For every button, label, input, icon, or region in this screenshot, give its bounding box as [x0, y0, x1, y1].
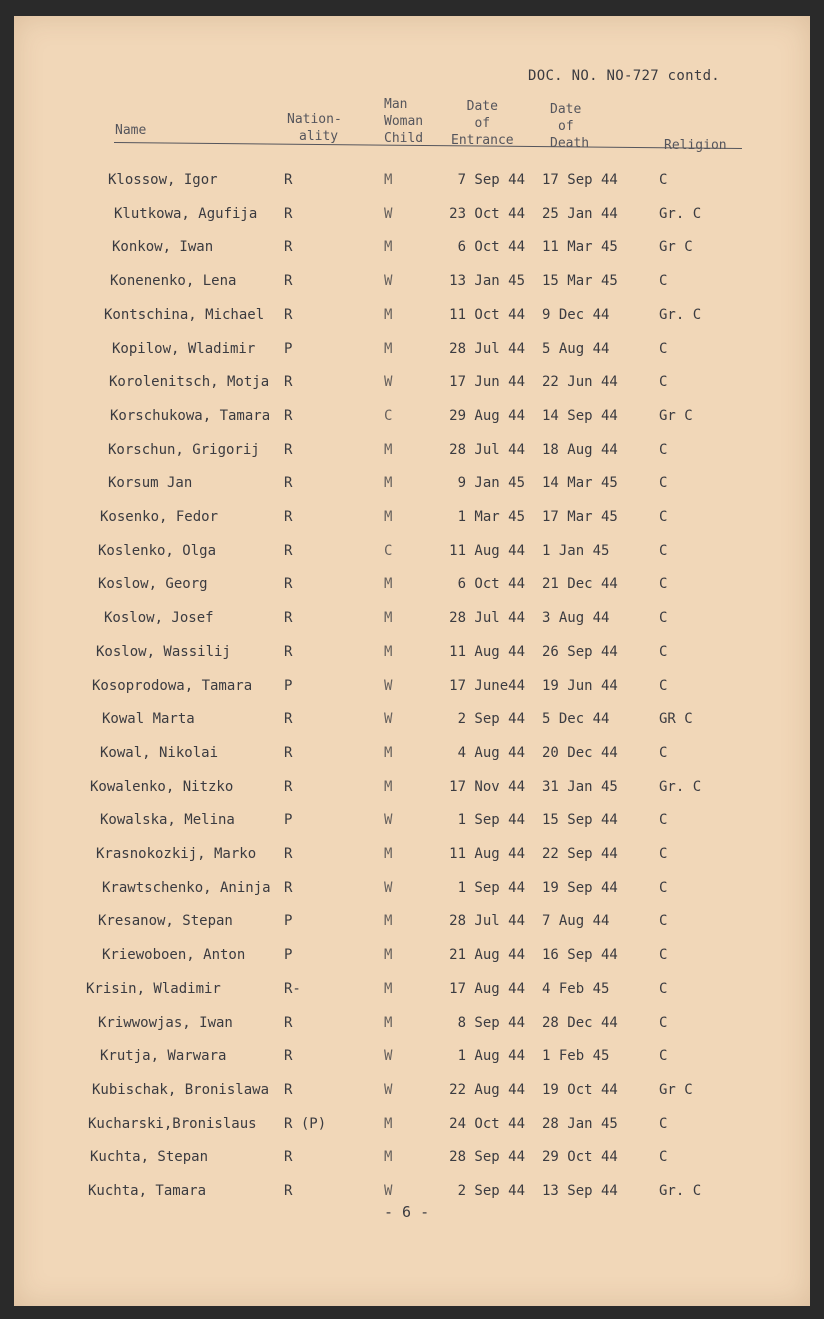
person-name: Kosoprodowa, Tamara	[92, 677, 253, 694]
death-date: 5 Dec 44	[542, 711, 610, 728]
sex-code: M	[384, 475, 393, 492]
death-date: 22 Sep 44	[542, 846, 618, 862]
person-name: Kriewoboen, Anton	[102, 947, 246, 964]
nationality: R	[284, 879, 293, 896]
sex-code: C	[384, 542, 393, 559]
death-date: 16 Sep 44	[542, 947, 618, 964]
religion: C	[659, 273, 668, 290]
table-row	[14, 947, 810, 971]
person-name: Korolenitsch, Motja	[109, 374, 270, 391]
sex-code: M	[384, 306, 393, 323]
entrance-date: 28 Jul 44	[449, 913, 525, 930]
nationality: P	[284, 947, 293, 964]
religion: Gr C	[659, 239, 693, 256]
religion: C	[659, 441, 668, 458]
table-row	[14, 812, 810, 836]
religion: C	[659, 475, 668, 492]
person-name: Kuchta, Tamara	[88, 1183, 207, 1199]
table-row	[14, 1082, 810, 1106]
document-page	[14, 16, 810, 1306]
nationality: R	[284, 1081, 293, 1098]
religion: C	[659, 542, 668, 559]
sex-code: M	[384, 576, 393, 593]
religion: Gr. C	[659, 778, 702, 795]
nationality: R	[284, 374, 293, 391]
death-date: 15 Mar 45	[542, 273, 618, 290]
sex-code: M	[384, 744, 393, 761]
religion: C	[659, 812, 668, 829]
religion: C	[659, 1048, 668, 1065]
sex-code: W	[384, 812, 393, 829]
nationality: R	[284, 1149, 293, 1166]
table-row	[14, 846, 810, 870]
death-date: 13 Sep 44	[542, 1183, 618, 1199]
sex-code: M	[384, 441, 393, 458]
religion: C	[659, 947, 668, 964]
entrance-date: 17 Jun 44	[449, 374, 525, 391]
table-row	[14, 341, 810, 365]
table-row	[14, 475, 810, 499]
religion: C	[659, 576, 668, 593]
death-date: 28 Dec 44	[542, 1014, 618, 1031]
death-date: 18 Aug 44	[542, 441, 618, 458]
person-name: Kosenko, Fedor	[100, 509, 219, 525]
sex-code: W	[384, 1183, 393, 1199]
person-name: Klossow, Igor	[108, 172, 218, 188]
person-name: Koslow, Georg	[98, 576, 208, 593]
nationality: R	[284, 711, 293, 728]
religion: Gr. C	[659, 306, 702, 323]
death-date: 4 Feb 45	[542, 980, 610, 997]
nationality: P	[284, 677, 293, 694]
nationality: R	[284, 576, 293, 593]
entrance-date: 1 Aug 44	[457, 1048, 525, 1065]
sex-code: M	[384, 643, 393, 660]
death-date: 31 Jan 45	[542, 778, 618, 795]
entrance-date: 2 Sep 44	[457, 1183, 525, 1199]
table-row	[14, 1116, 810, 1140]
sex-code: W	[384, 1048, 393, 1065]
table-row	[14, 408, 810, 432]
entrance-date: 4 Aug 44	[457, 744, 525, 761]
death-date: 1 Jan 45	[542, 542, 610, 559]
header-underline	[114, 142, 742, 149]
table-row	[14, 678, 810, 702]
sex-code: W	[384, 205, 393, 222]
nationality: R (P)	[284, 1115, 327, 1132]
nationality: P	[284, 812, 293, 829]
entrance-date: 7 Sep 44	[457, 172, 525, 188]
sex-code: M	[384, 947, 393, 964]
table-row	[14, 711, 810, 735]
sex-code: W	[384, 879, 393, 896]
death-date: 26 Sep 44	[542, 643, 618, 660]
sex-code: M	[384, 172, 393, 188]
table-row	[14, 1015, 810, 1039]
death-date: 22 Jun 44	[542, 374, 618, 391]
entrance-date: 11 Aug 44	[449, 643, 525, 660]
person-name: Kresanow, Stepan	[98, 913, 233, 930]
entrance-date: 28 Jul 44	[449, 610, 525, 627]
person-name: Kopilow, Wladimir	[112, 340, 256, 357]
entrance-date: 11 Aug 44	[449, 846, 525, 862]
person-name: Krasnokozkij, Marko	[96, 846, 257, 862]
death-date: 19 Jun 44	[542, 677, 618, 694]
header-name: Name	[115, 123, 147, 138]
sex-code: M	[384, 1149, 393, 1166]
entrance-date: 2 Sep 44	[457, 711, 525, 728]
religion: C	[659, 1014, 668, 1031]
death-date: 21 Dec 44	[542, 576, 618, 593]
nationality: R	[284, 509, 293, 525]
death-date: 28 Jan 45	[542, 1115, 618, 1132]
nationality: R	[284, 643, 293, 660]
table-row	[14, 206, 810, 230]
religion: Gr. C	[659, 205, 702, 222]
entrance-date: 9 Jan 45	[457, 475, 525, 492]
entrance-date: 11 Aug 44	[449, 542, 525, 559]
person-name: Kowalska, Melina	[100, 812, 235, 829]
table-row	[14, 442, 810, 466]
religion: C	[659, 643, 668, 660]
entrance-date: 1 Mar 45	[457, 509, 525, 525]
death-date: 19 Oct 44	[542, 1081, 618, 1098]
nationality: R	[284, 441, 293, 458]
person-name: Krisin, Wladimir	[86, 980, 221, 997]
table-row	[14, 913, 810, 937]
table-row	[14, 239, 810, 263]
header-religion: Religion	[664, 138, 727, 153]
sex-code: M	[384, 610, 393, 627]
death-date: 14 Sep 44	[542, 407, 618, 424]
death-date: 3 Aug 44	[542, 610, 610, 627]
nationality: R	[284, 239, 293, 256]
table-row	[14, 374, 810, 398]
death-date: 17 Mar 45	[542, 509, 618, 525]
table-row	[14, 779, 810, 803]
entrance-date: 1 Sep 44	[457, 879, 525, 896]
table-row	[14, 981, 810, 1005]
death-date: 1 Feb 45	[542, 1048, 610, 1065]
nationality: R	[284, 475, 293, 492]
sex-code: M	[384, 509, 393, 525]
table-row	[14, 273, 810, 297]
religion: C	[659, 340, 668, 357]
entrance-date: 21 Aug 44	[449, 947, 525, 964]
sex-code: W	[384, 273, 393, 290]
nationality: R	[284, 407, 293, 424]
table-row	[14, 172, 810, 196]
nationality: R	[284, 542, 293, 559]
entrance-date: 1 Sep 44	[457, 812, 525, 829]
entrance-date: 6 Oct 44	[457, 239, 525, 256]
person-name: Korsum Jan	[108, 475, 193, 492]
table-row	[14, 1048, 810, 1072]
religion: Gr C	[659, 407, 693, 424]
entrance-date: 23 Oct 44	[449, 205, 525, 222]
table-row	[14, 509, 810, 533]
death-date: 29 Oct 44	[542, 1149, 618, 1166]
death-date: 7 Aug 44	[542, 913, 610, 930]
entrance-date: 17 Aug 44	[449, 980, 525, 997]
entrance-date: 22 Aug 44	[449, 1081, 525, 1098]
person-name: Klutkowa, Agufija	[114, 205, 258, 222]
religion: C	[659, 1149, 668, 1166]
person-name: Kowalenko, Nitzko	[90, 778, 234, 795]
sex-code: M	[384, 980, 393, 997]
entrance-date: 11 Oct 44	[449, 306, 525, 323]
table-row	[14, 880, 810, 904]
entrance-date: 6 Oct 44	[457, 576, 525, 593]
person-name: Krawtschenko, Aninja	[102, 879, 271, 896]
person-name: Koslow, Wassilij	[96, 643, 231, 660]
entrance-date: 29 Aug 44	[449, 407, 525, 424]
sex-code: M	[384, 778, 393, 795]
nationality: R	[284, 1014, 293, 1031]
entrance-date: 28 Sep 44	[449, 1149, 525, 1166]
nationality: R	[284, 273, 293, 290]
nationality: R	[284, 1048, 293, 1065]
person-name: Kontschina, Michael	[104, 306, 265, 323]
sex-code: W	[384, 374, 393, 391]
nationality: R-	[284, 980, 301, 997]
nationality: R	[284, 172, 293, 188]
religion: C	[659, 610, 668, 627]
entrance-date: 28 Jul 44	[449, 340, 525, 357]
death-date: 20 Dec 44	[542, 744, 618, 761]
nationality: R	[284, 205, 293, 222]
person-name: Kowal Marta	[102, 711, 195, 728]
religion: C	[659, 677, 668, 694]
religion: C	[659, 1115, 668, 1132]
entrance-date: 13 Jan 45	[449, 273, 525, 290]
death-date: 17 Sep 44	[542, 172, 618, 188]
death-date: 14 Mar 45	[542, 475, 618, 492]
nationality: R	[284, 306, 293, 323]
sex-code: C	[384, 407, 393, 424]
religion: GR C	[659, 711, 693, 728]
death-date: 15 Sep 44	[542, 812, 618, 829]
table-row	[14, 745, 810, 769]
sex-code: M	[384, 239, 393, 256]
person-name: Kowal, Nikolai	[100, 744, 219, 761]
religion: C	[659, 374, 668, 391]
table-row	[14, 644, 810, 668]
sex-code: M	[384, 913, 393, 930]
person-name: Krutja, Warwara	[100, 1048, 227, 1065]
entrance-date: 24 Oct 44	[449, 1115, 525, 1132]
entrance-date: 17 June44	[449, 677, 525, 694]
death-date: 19 Sep 44	[542, 879, 618, 896]
religion: C	[659, 846, 668, 862]
table-row	[14, 610, 810, 634]
table-row	[14, 543, 810, 567]
entrance-date: 8 Sep 44	[457, 1014, 525, 1031]
person-name: Koslow, Josef	[104, 610, 214, 627]
sex-code: W	[384, 1081, 393, 1098]
sex-code: W	[384, 711, 393, 728]
sex-code: M	[384, 1115, 393, 1132]
document-number: DOC. NO. NO-727 contd.	[528, 68, 721, 84]
religion: C	[659, 172, 668, 188]
religion: C	[659, 980, 668, 997]
header-sex: Man Woman Child	[384, 97, 424, 146]
death-date: 5 Aug 44	[542, 340, 610, 357]
religion: C	[659, 744, 668, 761]
death-date: 9 Dec 44	[542, 306, 610, 323]
religion: Gr. C	[659, 1183, 702, 1199]
nationality: R	[284, 846, 293, 862]
table-row	[14, 1149, 810, 1173]
person-name: Konenenko, Lena	[110, 273, 237, 290]
death-date: 25 Jan 44	[542, 205, 618, 222]
nationality: R	[284, 744, 293, 761]
page-number: - 6 -	[384, 1203, 430, 1221]
person-name: Kubischak, Bronislawa	[92, 1081, 270, 1098]
person-name: Koslenko, Olga	[98, 542, 217, 559]
nationality: R	[284, 610, 293, 627]
person-name: Korschun, Grigorij	[108, 441, 260, 458]
person-name: Kriwwowjas, Iwan	[98, 1014, 233, 1031]
religion: C	[659, 913, 668, 930]
sex-code: M	[384, 340, 393, 357]
header-death: Date of Death	[550, 102, 590, 151]
nationality: R	[284, 1183, 293, 1199]
person-name: Kuchta, Stepan	[90, 1149, 209, 1166]
sex-code: M	[384, 846, 393, 862]
entrance-date: 28 Jul 44	[449, 441, 525, 458]
religion: Gr C	[659, 1081, 693, 1098]
sex-code: M	[384, 1014, 393, 1031]
table-row	[14, 307, 810, 331]
death-date: 11 Mar 45	[542, 239, 618, 256]
person-name: Korschukowa, Tamara	[110, 407, 271, 424]
religion: C	[659, 879, 668, 896]
table-row	[14, 576, 810, 600]
sex-code: W	[384, 677, 393, 694]
nationality: P	[284, 913, 293, 930]
nationality: P	[284, 340, 293, 357]
religion: C	[659, 509, 668, 525]
nationality: R	[284, 778, 293, 795]
person-name: Kucharski,Bronislaus	[88, 1115, 257, 1132]
header-entrance: Date of Entrance	[451, 99, 514, 148]
person-name: Konkow, Iwan	[112, 239, 214, 256]
header-nationality: Nation- ality	[287, 112, 342, 144]
entrance-date: 17 Nov 44	[449, 778, 525, 795]
